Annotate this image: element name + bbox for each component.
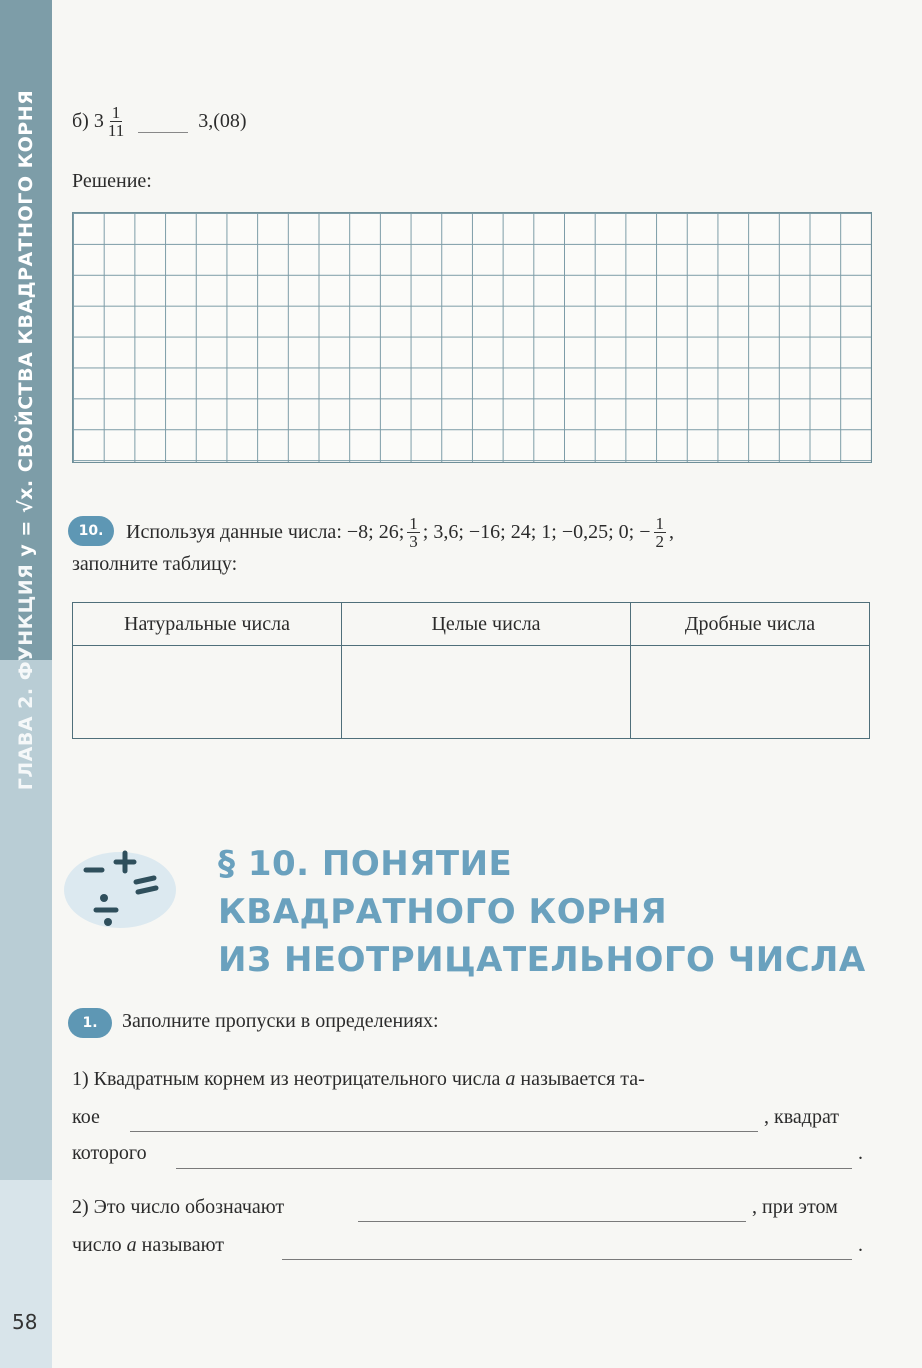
definition-2-text: число	[72, 1234, 122, 1256]
solution-label: Решение:	[72, 170, 152, 192]
section-heading-line2: КВАДРАТНОГО КОРНЯ	[218, 892, 668, 932]
task-10-text	[126, 515, 674, 550]
column-header-fractional: Дробные числа	[631, 603, 870, 646]
column-header-integer: Целые числа	[342, 603, 631, 646]
task-b	[72, 104, 247, 139]
chapter-label: ГЛАВА 2. ФУНКЦИЯ	[15, 563, 37, 791]
fraction-denominator: 3	[409, 532, 418, 551]
cell-fractional[interactable]	[631, 646, 870, 739]
math-symbols-icon	[58, 840, 178, 940]
section-heading-line3: ИЗ НЕОТРИЦАТЕЛЬНОГО ЧИСЛА	[218, 940, 866, 980]
task-10-fraction-2	[654, 515, 667, 550]
fraction-numerator: 1	[409, 514, 418, 533]
solution-grid[interactable]	[72, 212, 872, 463]
definition-1-line3-end: .	[858, 1142, 863, 1164]
task-1-badge: 1.	[68, 1008, 112, 1038]
fraction-denominator: 2	[655, 532, 664, 551]
fraction-denominator: 11	[107, 121, 125, 140]
definition-1-line3-start: которого	[72, 1142, 147, 1164]
task-10-text-end: ,	[669, 521, 674, 543]
subject-label: СВОЙСТВА КВАДРАТНОГО КОРНЯ	[15, 89, 37, 473]
function-label: y = √x.	[15, 479, 37, 557]
definition-2-line1-start: 2) Это число обозначают	[72, 1196, 285, 1218]
definition-1-blank-1[interactable]	[130, 1130, 758, 1132]
task-b-value: 3,(08)	[198, 110, 247, 132]
cell-integer[interactable]	[342, 646, 631, 739]
definition-2-line1-end: , при этом	[752, 1196, 838, 1218]
definition-1-blank-2[interactable]	[176, 1167, 852, 1169]
definition-1-text: 1) Квадратным корнем из неотрицательного числа	[72, 1068, 501, 1090]
definition-1-text-end: называется та-	[520, 1068, 645, 1090]
variable-a: a	[126, 1234, 137, 1256]
task-10-badge: 10.	[68, 516, 114, 546]
definition-1-line1	[72, 1068, 645, 1091]
task-10-text-mid: ; 3,6; −16; 24; 1; −0,25; 0; −	[422, 521, 651, 543]
definition-2-blank-2[interactable]	[282, 1258, 852, 1260]
definition-1-line2-start: кое	[72, 1106, 100, 1128]
section-heading-line1: § 10. ПОНЯТИЕ	[218, 844, 513, 884]
task-10-text-line2: заполните таблицу:	[72, 553, 238, 575]
definition-2-line2-end: .	[858, 1234, 863, 1256]
section-heading	[218, 840, 866, 984]
task-1-instruction: Заполните пропуски в определениях:	[122, 1010, 439, 1032]
fraction-numerator: 1	[111, 103, 121, 122]
variable-a: a	[505, 1068, 516, 1090]
definition-2-text-mid: называют	[141, 1234, 225, 1256]
definition-2-blank-1[interactable]	[358, 1220, 746, 1222]
definition-2-line2	[72, 1234, 224, 1257]
definition-1-line2-end: , квадрат	[764, 1106, 840, 1128]
task-10-text-start: Используя данные числа: −8; 26;	[126, 521, 405, 543]
fraction-numerator: 1	[655, 514, 664, 533]
column-header-natural: Натуральные числа	[73, 603, 342, 646]
chapter-title-vertical	[15, 90, 37, 790]
numbers-table	[72, 602, 870, 739]
cell-natural[interactable]	[73, 646, 342, 739]
task-10-fraction-1	[407, 515, 420, 550]
page-number: 58	[12, 1310, 38, 1334]
task-b-fraction	[106, 104, 126, 139]
comparison-blank[interactable]	[138, 110, 188, 133]
task-b-prefix: б) 3	[72, 110, 104, 132]
